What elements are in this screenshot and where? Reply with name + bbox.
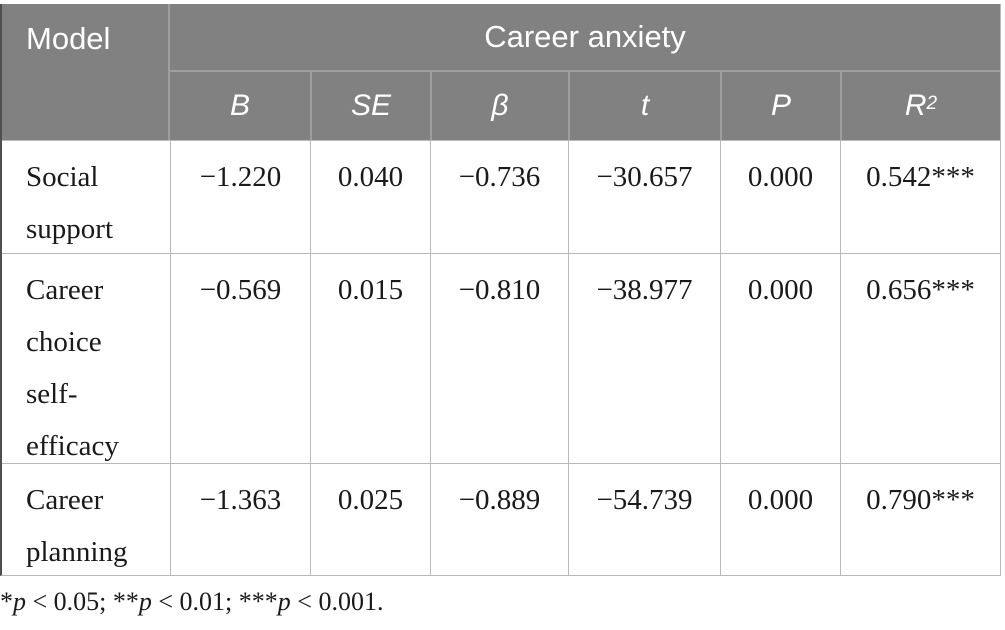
row-label-social-support: Social support <box>2 140 170 253</box>
footnote-star3: *** <box>238 587 278 616</box>
cell-social-support-B: −1.220 <box>170 140 310 253</box>
cell-career-choice-P: 0.000 <box>720 253 840 463</box>
footnote-p2: p <box>138 587 152 616</box>
row-label-career-planning: Career planning <box>2 463 170 575</box>
cell-career-choice-t: −38.977 <box>568 253 720 463</box>
regression-table <box>0 4 1001 576</box>
column-header-t-label: t <box>640 89 650 122</box>
cell-career-planning-SE: 0.025 <box>310 463 430 575</box>
column-header-P <box>720 72 840 140</box>
column-header-t <box>568 72 720 140</box>
header-career-anxiety: Career anxiety <box>170 4 1000 72</box>
significance-footnote <box>0 585 1005 619</box>
cell-career-planning-P: 0.000 <box>720 463 840 575</box>
footnote-threshold2: < 0.01; <box>151 587 239 616</box>
footnote-star1: * <box>0 587 13 616</box>
header-model: Model <box>2 4 170 140</box>
footnote-threshold3: < 0.001. <box>290 587 384 616</box>
cell-career-choice-B: −0.569 <box>170 253 310 463</box>
cell-social-support-t: −30.657 <box>568 140 720 253</box>
cell-career-choice-beta: −0.810 <box>430 253 568 463</box>
footnote-star2: ** <box>112 587 139 616</box>
cell-career-planning-t: −54.739 <box>568 463 720 575</box>
cell-social-support-R2: 0.542*** <box>840 140 1000 253</box>
column-header-SE-label: SE <box>350 89 392 122</box>
column-header-beta-label: β <box>491 89 509 122</box>
cell-social-support-SE: 0.040 <box>310 140 430 253</box>
cell-social-support-beta: −0.736 <box>430 140 568 253</box>
footnote-threshold1: < 0.05; <box>26 587 113 616</box>
column-header-B <box>170 72 310 140</box>
cell-career-planning-beta: −0.889 <box>430 463 568 575</box>
cell-career-choice-R2: 0.656*** <box>840 253 1000 463</box>
footnote-p3: p <box>277 587 291 616</box>
row-label-career-choice-self-efficacy: Career choice self-efficacy <box>2 253 170 463</box>
column-header-P-label: P <box>770 89 791 122</box>
column-header-R2: R $^2$ <box>840 72 1000 140</box>
column-header-R2-label: R <box>904 89 927 122</box>
column-header-B-label: B <box>229 89 250 122</box>
cell-career-planning-B: −1.363 <box>170 463 310 575</box>
footnote-p1: p <box>13 587 26 616</box>
column-header-beta <box>430 72 568 140</box>
cell-career-choice-SE: 0.015 <box>310 253 430 463</box>
cell-career-planning-R2: 0.790*** <box>840 463 1000 575</box>
column-header-SE <box>310 72 430 140</box>
cell-social-support-P: 0.000 <box>720 140 840 253</box>
